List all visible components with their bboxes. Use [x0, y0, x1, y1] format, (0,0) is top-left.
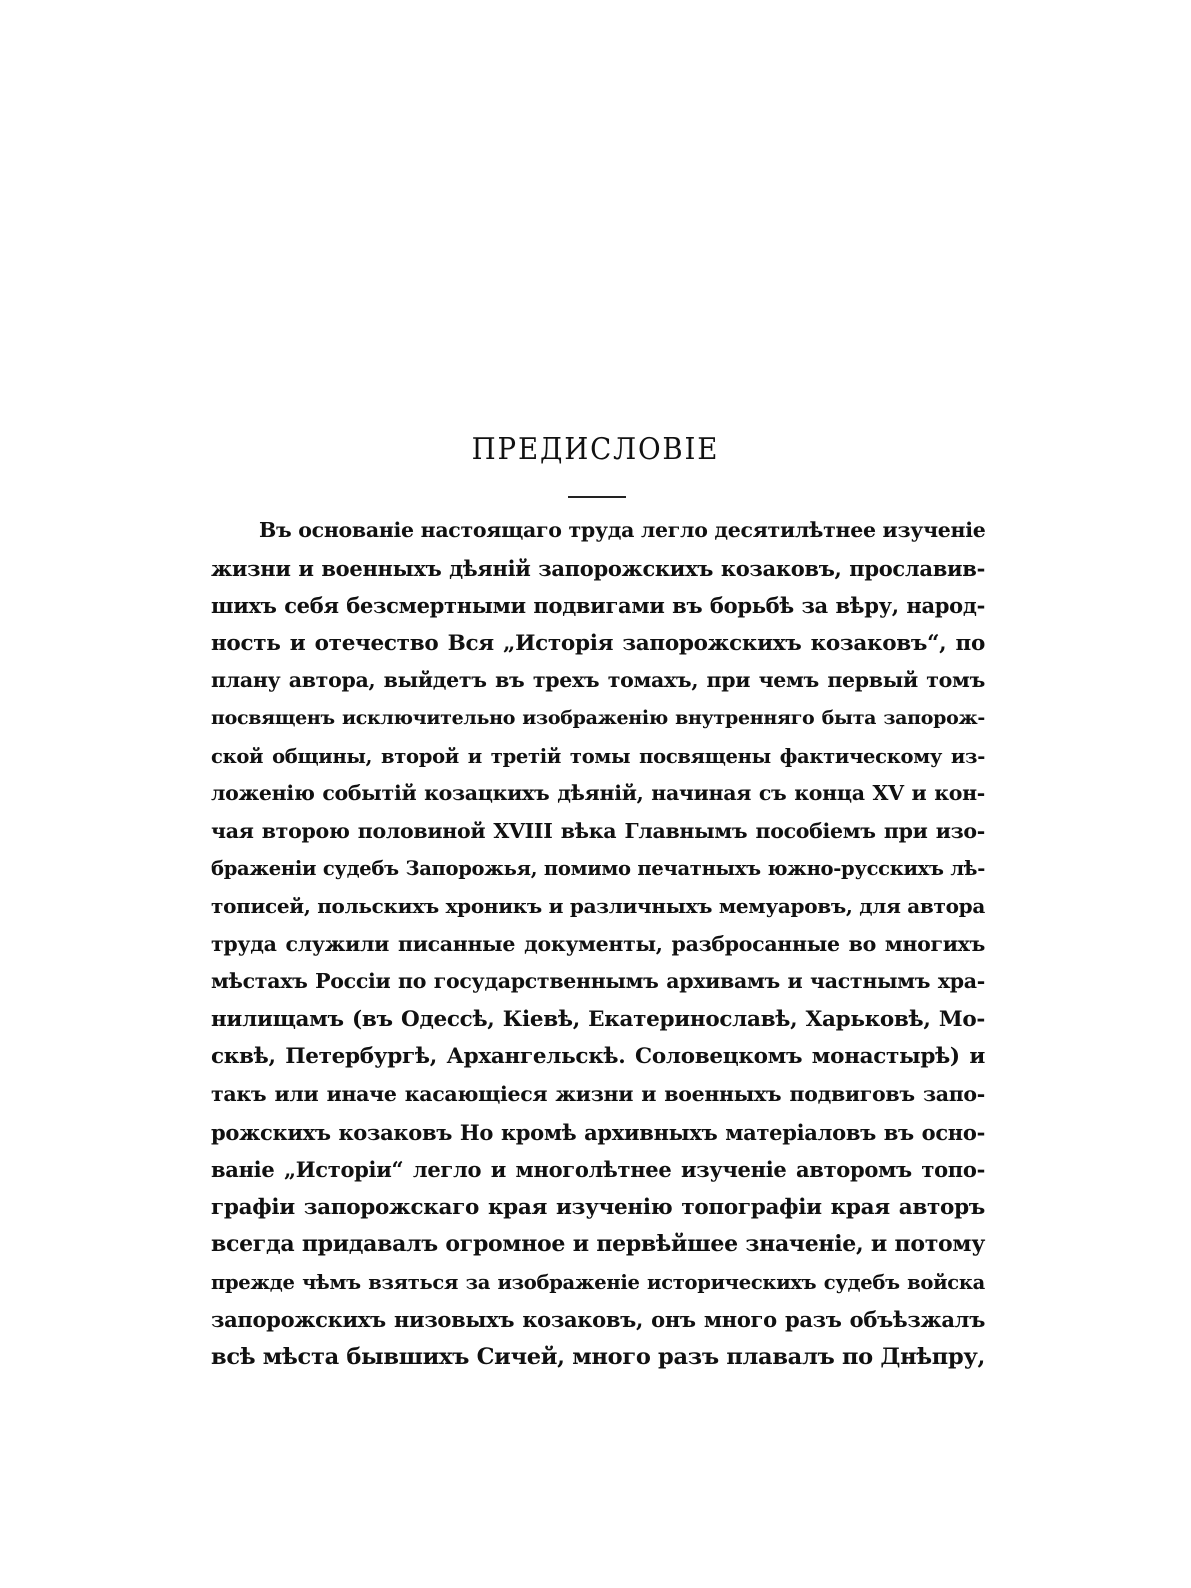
- text-line: Въ основаніе настоящаго труда легло десятилѣтнее изученіе: [259, 518, 986, 542]
- text-line: тописей, польскихъ хроникъ и различныхъ мемуаровъ, для автора: [211, 893, 985, 918]
- text-line: ской общины, второй и третій томы посвящены фактическому из-: [211, 744, 985, 768]
- text-line: ложенію событій козацкихъ дѣяній, начиная съ конца XV и кон-: [211, 781, 985, 806]
- text-line: ваніе „Исторіи“ легло и многолѣтнее изученіе авторомъ топо-: [211, 1157, 985, 1183]
- text-line: чая второю половиной XVIII вѣка Главнымъ пособіемъ при изо-: [211, 818, 985, 843]
- text-line: плану автора, выйдетъ въ трехъ томахъ, при чемъ первый томъ: [211, 668, 985, 693]
- text-line: рожскихъ козаковъ Но кромѣ архивныхъ матеріаловъ въ осно-: [211, 1119, 985, 1145]
- text-line: всѣ мѣста бывшихъ Сичей, много разъ плавалъ по Днѣпру,: [211, 1344, 986, 1371]
- title-divider: [568, 496, 626, 498]
- text-line: нилищамъ (въ Одессѣ, Кіевѣ, Екатеринославѣ, Харьковѣ, Мо-: [211, 1006, 985, 1032]
- text-line: прежде чѣмъ взяться за изображеніе историческихъ судебъ войска: [211, 1270, 985, 1294]
- text-line: шихъ себя безсмертными подвигами въ борьбѣ за вѣру, народ-: [211, 593, 985, 619]
- page-title: ПРЕДИСЛОВІЕ: [471, 432, 720, 467]
- text-line: труда служили писанные документы, разбросанные во многихъ: [211, 931, 985, 956]
- text-line: мѣстахъ Россіи по государственнымъ архивамъ и частнымъ хра-: [211, 969, 985, 994]
- text-line: посвященъ исключительно изображенію внутренняго быта запорож-: [211, 706, 985, 729]
- text-line: запорожскихъ низовыхъ козаковъ, онъ много разъ объѣзжалъ: [211, 1307, 985, 1333]
- text-line: всегда придавалъ огромное и первѣйшее значеніе, и потому: [211, 1231, 985, 1258]
- text-line: такъ или иначе касающіеся жизни и военныхъ подвиговъ запо-: [211, 1081, 985, 1106]
- text-line: графіи запорожскаго края изученію топографіи края авторъ: [211, 1194, 985, 1220]
- text-line: браженіи судебъ Запорожья, помимо печатныхъ южно-русскихъ лѣ-: [211, 857, 985, 881]
- text-line: ность и отечество Вся „Исторія запорожскихъ козаковъ“, по: [211, 630, 985, 656]
- text-line: жизни и военныхъ дѣяній запорожскихъ козаковъ, прославив-: [211, 555, 985, 581]
- body-text: [211, 512, 985, 1377]
- text-line: сквѣ, Петербургѣ, Архангельскѣ. Соловецкомъ монастырѣ) и: [211, 1044, 985, 1070]
